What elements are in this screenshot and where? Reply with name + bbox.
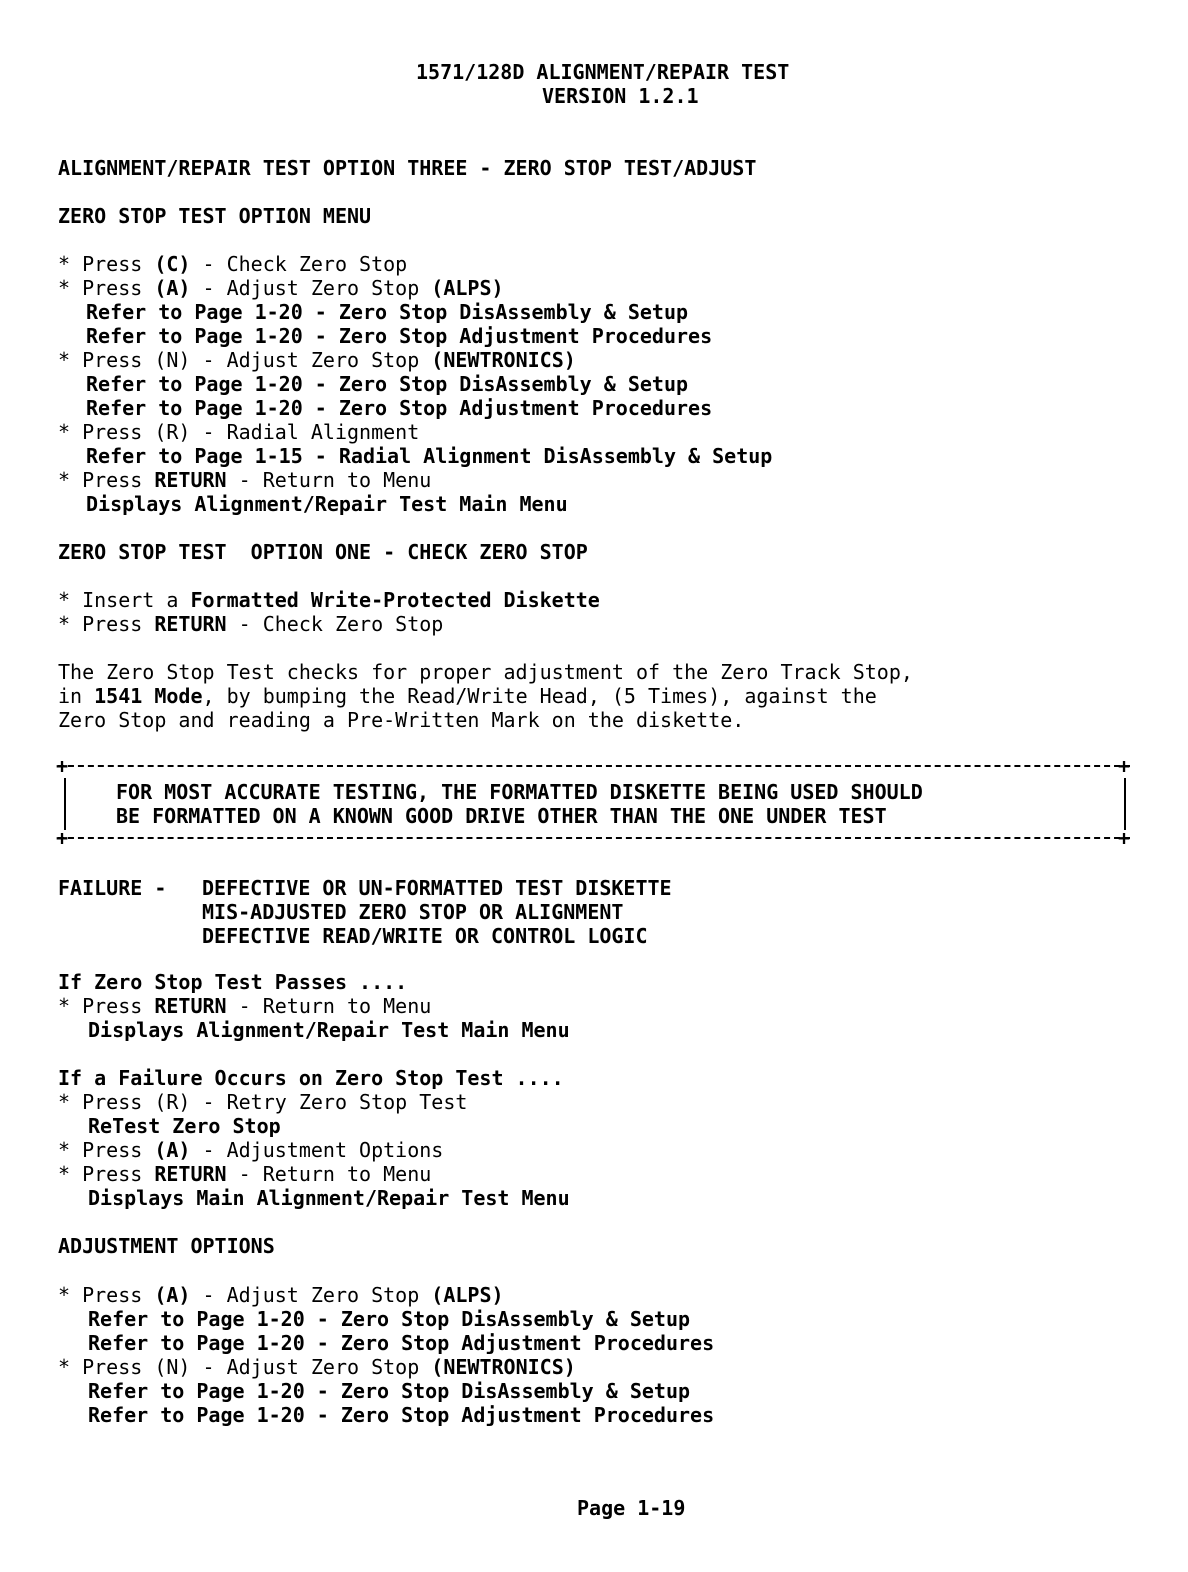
menu-reference: Refer to Page 1-20 - Zero Stop Adjustment Procedures — [86, 396, 713, 420]
document-title: 1571/128D ALIGNMENT/REPAIR TEST — [416, 60, 790, 84]
description-emphasis: 1541 Mode — [94, 684, 203, 708]
fails-note: Displays Main Alignment/Repair Test Menu — [88, 1186, 570, 1210]
adjustment-reference: Refer to Page 1-20 - Zero Stop Adjustment Procedures — [88, 1331, 715, 1355]
menu-item-adjust-newtronics — [58, 348, 576, 372]
failure-cause: MIS-ADJUSTED ZERO STOP OR ALIGNMENT — [202, 900, 624, 924]
passes-heading: If Zero Stop Test Passes .... — [58, 970, 408, 994]
menu-item-key: (R) — [154, 420, 191, 444]
menu-item-label: - Radial Alignment — [190, 420, 420, 444]
notice-border-right — [1124, 778, 1126, 830]
menu-item-label: - Adjust Zero Stop — [190, 276, 432, 300]
menu-heading: ZERO STOP TEST OPTION MENU — [58, 204, 372, 228]
step-label: - Check Zero Stop — [226, 612, 444, 636]
notice-text: FOR MOST ACCURATE TESTING, THE FORMATTED DISKETTE BEING USED SHOULD — [116, 780, 923, 804]
menu-reference: Refer to Page 1-20 - Zero Stop DisAssembly & Setup — [86, 372, 689, 396]
description-line: The Zero Stop Test checks for proper adjustment of the Zero Track Stop, — [58, 660, 913, 684]
step-brand: (ALPS) — [431, 1283, 504, 1307]
option-one-step — [58, 588, 600, 612]
step-prefix: * Insert a — [58, 588, 191, 612]
menu-item-brand: (NEWTRONICS) — [431, 348, 576, 372]
step-label: - Adjust Zero Stop — [190, 1283, 432, 1307]
fails-item-return — [58, 1162, 431, 1186]
menu-item-key: (C) — [154, 252, 191, 276]
menu-reference: Refer to Page 1-15 - Radial Alignment DisAssembly & Setup — [86, 444, 773, 468]
notice-corner: + — [56, 754, 69, 778]
menu-item-brand: (ALPS) — [431, 276, 504, 300]
step-label: - Retry Zero Stop Test — [190, 1090, 468, 1114]
passes-step — [58, 994, 431, 1018]
failure-label: FAILURE - — [58, 876, 179, 900]
menu-item-return — [58, 468, 431, 492]
description-text: in — [58, 684, 95, 708]
menu-item-adjust-alps — [58, 276, 504, 300]
step-key: (A) — [154, 1283, 191, 1307]
menu-item-radial — [58, 420, 419, 444]
adjustment-reference: Refer to Page 1-20 - Zero Stop DisAssembly & Setup — [88, 1379, 691, 1403]
step-prefix: * Press — [58, 612, 155, 636]
step-label: - Return to Menu — [226, 994, 432, 1018]
step-prefix: * Press — [58, 994, 155, 1018]
page-number: Page 1-19 — [577, 1496, 686, 1520]
option-one-heading: ZERO STOP TEST OPTION ONE - CHECK ZERO STOP — [58, 540, 588, 564]
step-brand: (NEWTRONICS) — [431, 1355, 576, 1379]
notice-text: BE FORMATTED ON A KNOWN GOOD DRIVE OTHER THAN THE ONE UNDER TEST — [116, 804, 887, 828]
adjustment-heading: ADJUSTMENT OPTIONS — [58, 1234, 275, 1258]
step-key: (A) — [154, 1138, 191, 1162]
notice-border-bottom — [58, 837, 1130, 839]
description-line — [58, 684, 877, 708]
fails-note: ReTest Zero Stop — [88, 1114, 281, 1138]
step-prefix: * Press — [58, 1283, 155, 1307]
option-one-step — [58, 612, 443, 636]
description-line: Zero Stop and reading a Pre-Written Mark on the diskette. — [58, 708, 745, 732]
menu-item-prefix: * Press — [58, 420, 155, 444]
menu-item-label: - Check Zero Stop — [190, 252, 408, 276]
step-key: RETURN — [154, 1162, 227, 1186]
adjustment-reference: Refer to Page 1-20 - Zero Stop Adjustment Procedures — [88, 1403, 715, 1427]
menu-item-label: - Adjust Zero Stop — [190, 348, 432, 372]
adjustment-reference: Refer to Page 1-20 - Zero Stop DisAssembly & Setup — [88, 1307, 691, 1331]
description-text: , by bumping the Read/Write Head, (5 Times), against the — [202, 684, 877, 708]
step-prefix: * Press — [58, 1090, 155, 1114]
failure-cause: DEFECTIVE READ/WRITE OR CONTROL LOGIC — [202, 924, 648, 948]
adjustment-item-newtronics — [58, 1355, 576, 1379]
notice-corner: + — [1118, 754, 1131, 778]
passes-note: Displays Alignment/Repair Test Main Menu — [88, 1018, 570, 1042]
document-version: VERSION 1.2.1 — [542, 84, 699, 108]
menu-item-prefix: * Press — [58, 348, 155, 372]
step-emphasis: Formatted Write-Protected Diskette — [190, 588, 600, 612]
menu-item-key: (A) — [154, 276, 191, 300]
step-label: - Adjust Zero Stop — [190, 1355, 432, 1379]
menu-item-key: (N) — [154, 348, 191, 372]
notice-corner: + — [1118, 826, 1131, 850]
step-key: RETURN — [154, 994, 227, 1018]
fails-heading: If a Failure Occurs on Zero Stop Test .... — [58, 1066, 564, 1090]
step-emphasis: RETURN — [154, 612, 227, 636]
adjustment-item-alps — [58, 1283, 504, 1307]
menu-item-prefix: * Press — [58, 252, 155, 276]
menu-reference: Refer to Page 1-20 - Zero Stop DisAssembly & Setup — [86, 300, 689, 324]
fails-item-retry — [58, 1090, 467, 1114]
notice-corner: + — [56, 826, 69, 850]
menu-item-label: - Return to Menu — [226, 468, 432, 492]
step-key: (N) — [154, 1355, 191, 1379]
step-prefix: * Press — [58, 1138, 155, 1162]
step-prefix: * Press — [58, 1162, 155, 1186]
menu-reference: Refer to Page 1-20 - Zero Stop Adjustment Procedures — [86, 324, 713, 348]
menu-item-prefix: * Press — [58, 468, 155, 492]
notice-border-left — [64, 778, 66, 830]
step-label: - Adjustment Options — [190, 1138, 444, 1162]
fails-item-adjust — [58, 1138, 443, 1162]
failure-cause: DEFECTIVE OR UN-FORMATTED TEST DISKETTE — [202, 876, 672, 900]
step-label: - Return to Menu — [226, 1162, 432, 1186]
section-heading-option-three: ALIGNMENT/REPAIR TEST OPTION THREE - ZERO STOP TEST/ADJUST — [58, 156, 757, 180]
step-key: (R) — [154, 1090, 191, 1114]
menu-item-key: RETURN — [154, 468, 227, 492]
menu-note: Displays Alignment/Repair Test Main Menu — [86, 492, 568, 516]
menu-item-check — [58, 252, 407, 276]
notice-border-top — [58, 765, 1130, 767]
step-prefix: * Press — [58, 1355, 155, 1379]
menu-item-prefix: * Press — [58, 276, 155, 300]
